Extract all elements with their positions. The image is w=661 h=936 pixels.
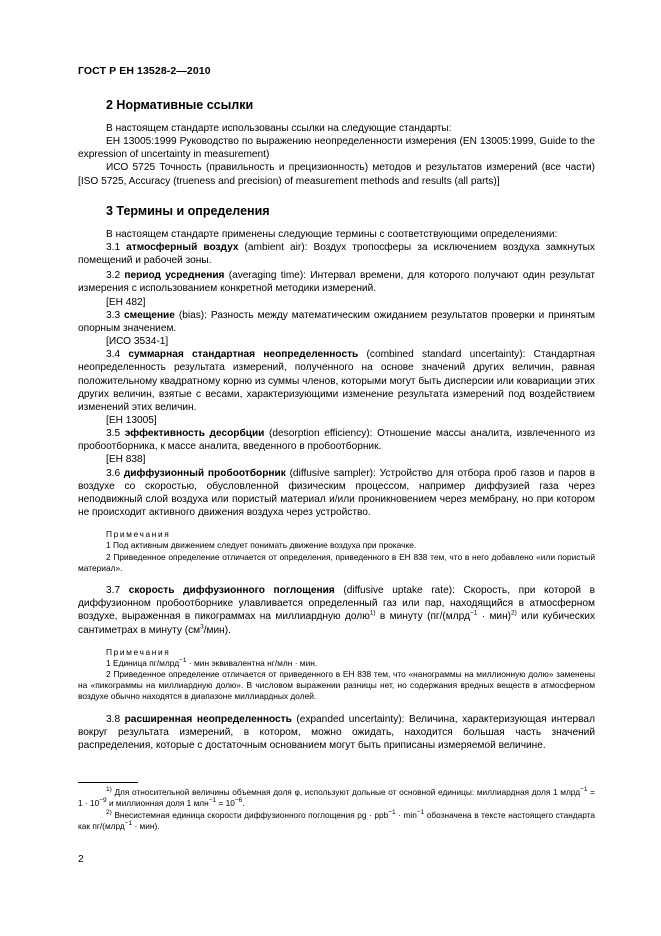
notes-heading: Примечания	[106, 529, 171, 540]
term-number: 3.7	[106, 585, 121, 597]
term-3-1	[78, 241, 595, 267]
footnote-ref-1[interactable]: 1)	[369, 609, 376, 617]
note-2: 2 Приведенное определение отличается от приведенного в ЕН 838 тем, что «нанограммы на миллионную долю» заменены на «пикограммы на миллиардную долю». В числовом выражении разницы нет, но содержания вредных веществ в атмосферном воздухе обычно находятся в диапазоне миллиардных долей.	[78, 669, 595, 702]
note-1: 1 Единица пг/млрд$^{-1}$ · мин эквивалентна нг/млн · мин.	[106, 657, 318, 668]
term-definition: (desorption efficiency): Отношение массы аналита, извлеченного из пробоотборника, к массе аналита, введенного в пробоотборник.	[78, 428, 595, 453]
footnote-1: $^{1)}$ Для относительной величины объемная доля φ, используют дольные от основной единицы: миллиардная доля 1 млрд$^{-1}$ = $1 \cdot 10^{-9}$ и миллионная доля 1 $млн^{-1} = 10^{-6}$.	[78, 786, 595, 809]
term-definition: (averaging time): Интервал времени, для которого получают один результат измерения с использованием конкретной методики измерений.	[78, 270, 595, 295]
page-body	[78, 92, 595, 752]
term-3-7: 3.7 скорость диффузионного поглощения (diffusive uptake rate): Скорость, при которой в диффузионном пробоотборнике улавливается определенный газ или пар, находящийся в атмосферном воздухе, выраженная в пикограммах на миллиардную долю$^{1)}$ в минуту (пг/(млрд$^{-1}$ · мин)$^{2)}$ или кубических сантиметрах в минуту $(см^3/мин)$.	[78, 585, 596, 636]
reference-en-13005: ЕН 13005:1999 Руководство по выражению неопределенности измерения (EN 13005:1999, Guide to the expression of uncertainty in measurement)	[78, 136, 595, 161]
term-3-3	[78, 309, 595, 335]
section-3-heading: 3 Термины и определения	[106, 203, 270, 218]
note-2: 2 Приведенное определение отличается от определения, приведенного в ЕН 838 тем, что в него добавлено «или пористый материал».	[78, 551, 595, 573]
term-source: [ЕН 838]	[106, 454, 146, 466]
footnotes	[78, 787, 595, 833]
term-title: смещение	[124, 309, 175, 321]
term-definition: (bias): Разность между математическим ожиданием результатов проверки и принятым опорным значением.	[78, 309, 595, 334]
term-source: [ЕН 13005]	[106, 414, 157, 426]
notes-3-6	[78, 529, 595, 574]
term-definition: (expanded uncertainty): Величина, характеризующая интервал вокруг результата измерений, в котором, можно ожидать, находится большая часть значений распределения, которые с достаточным основанием могут быть приписаны измеряемой величине.	[78, 713, 595, 751]
notes-heading: Примечания	[106, 646, 171, 657]
term-definition: (combined standard uncertainty): Стандартная неопределенность результата измерений, полученного на основе значений других величин, равная положительному квадратному корню из суммы членов, которыми могут быть дисперсии или ковариации этих других величин, взятые с весами, характеризующими изменение результата измерений под воздействием изменений этих величин.	[78, 349, 595, 413]
term-title: период усреднения	[124, 270, 225, 282]
term-3-6	[78, 467, 595, 520]
term-title: скорость диффузионного поглощения	[128, 585, 335, 597]
footnote-2: $^{2)}$ Внесистемная единица скорости диффузионного поглощения pg · $ppb^{-1} \cdot \min^{-1}$ обозначена в тексте настоящего стандарта как пг/(млрд$^{-1}$ · мин).	[78, 809, 595, 832]
term-3-2	[78, 269, 595, 295]
footnote-ref-2[interactable]: 2)	[511, 609, 517, 617]
term-title: диффузионный пробоотборник	[123, 467, 286, 479]
term-definition: (ambient air): Воздух тропосферы за исключением воздуха замкнутых помещений и рабочей зоны.	[78, 241, 595, 267]
term-3-4	[78, 348, 595, 414]
section-2-intro: В настоящем стандарте использованы ссылки на следующие стандарты:	[106, 123, 452, 134]
section-3-intro: В настоящем стандарте применены следующие термины с соответствующими определениями:	[106, 228, 558, 240]
term-title: суммарная стандартная неопределенность	[128, 349, 359, 361]
term-number: 3.2	[106, 270, 121, 282]
footnote-separator	[78, 782, 138, 783]
running-header: ГОСТ Р ЕН 13528-2—2010	[78, 65, 211, 77]
term-definition: (diffusive sampler): Устройство для отбора проб газов и паров в воздухе со скоростью, обусловленной физическим процессом, например диффузией газа через неподвижный слой воздуха или пористый материал и/или проникновением через мембрану, но при котором не происходит активного движения воздуха через устройство.	[78, 467, 595, 519]
term-3-8	[78, 713, 595, 752]
term-number: 3.8	[106, 713, 121, 725]
notes-3-7	[78, 647, 595, 703]
term-title: атмосферный воздух	[126, 241, 239, 253]
term-number: 3.4	[106, 349, 121, 361]
term-number: 3.5	[106, 428, 121, 440]
note-1: 1 Под активным движением следует понимать движение воздуха при прокачке.	[106, 540, 417, 551]
term-number: 3.3	[106, 309, 121, 321]
reference-iso-5725: ИСО 5725 Точность (правильность и прецизионность) методов и результатов измерений (все части) [ISO 5725, Accuracy (trueness and precision) of measurement methods and results (all parts)]	[78, 162, 595, 187]
term-number: 3.6	[106, 467, 121, 479]
page-number: 2	[78, 854, 84, 865]
term-3-5	[78, 427, 595, 453]
term-title: эффективность десорбции	[124, 428, 265, 440]
term-number: 3.1	[106, 241, 121, 253]
term-title: расширенная неопределенность	[124, 713, 292, 725]
section-2-heading: 2 Нормативные ссылки	[106, 98, 254, 112]
term-source: [ИСО 3534-1]	[106, 336, 169, 348]
term-source: [ЕН 482]	[106, 296, 146, 308]
